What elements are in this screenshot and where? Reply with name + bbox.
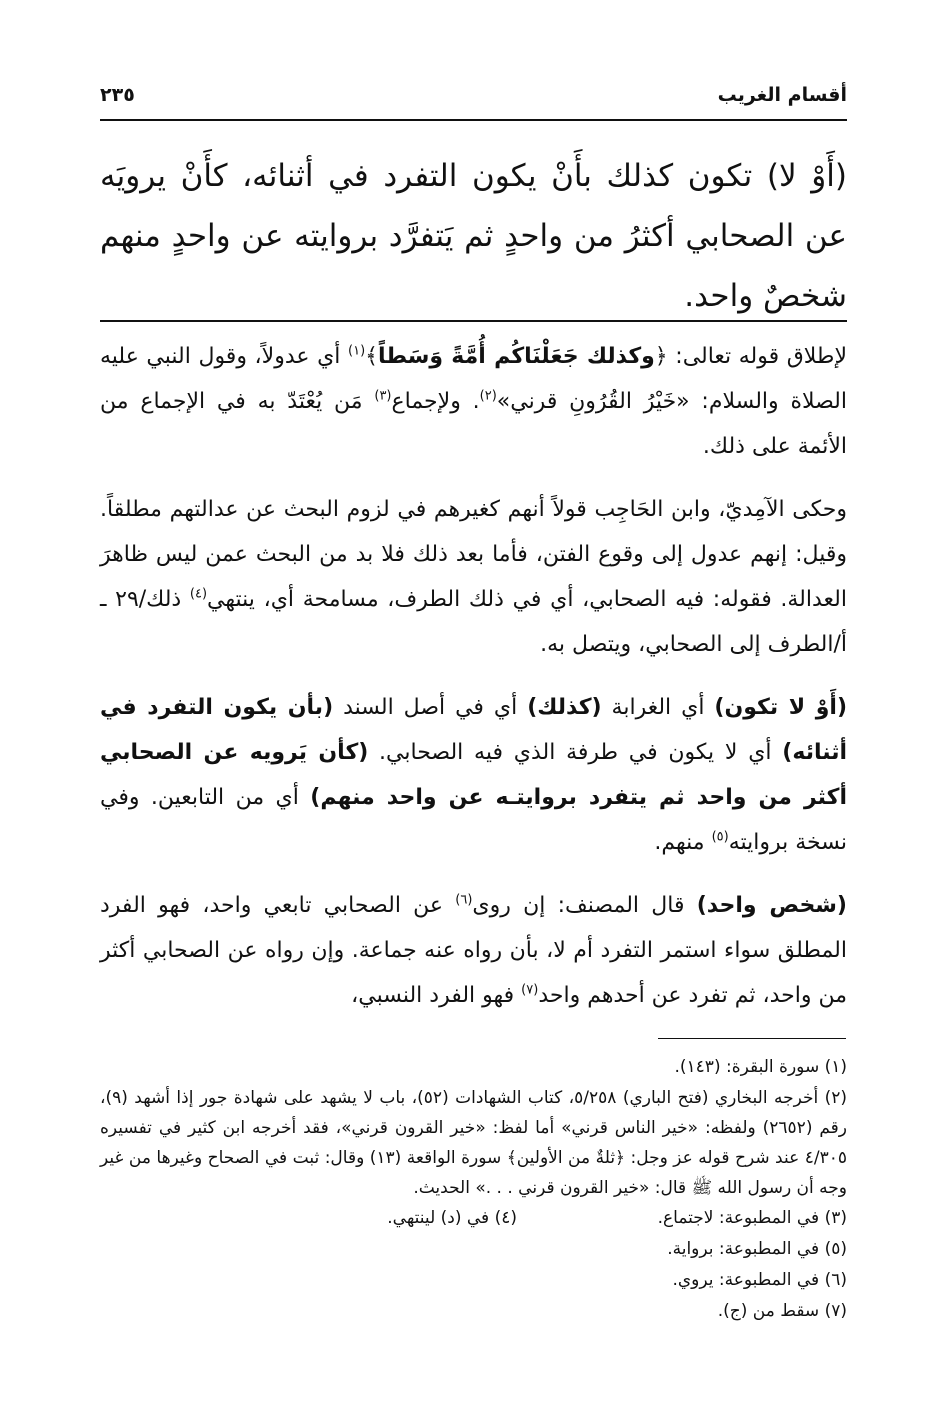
footnote-2: (٢) أخرجه البخاري (فتح الباري) ٥/٢٥٨، كتاب الشهادات (٥٢)، باب لا يشهد على شهادة جور إذا أشهد (٩)، رقم (٢٦٥٢) ولفظه: «خير الناس قرني» أما لفظ: «خير القرون قرني»، فقد أخرجه ابن كثير في تفسيره ٤/٣٠٥ عند شرح قوله عز وجل: ﴿ثلةٌ من الأولين﴾ سورة الواقعة (١٣) وقال: ثبت في الصحاح وغيرها من غير وجه أن رسول الله ﷺ قال: «خير القرون قرني . . .» الحديث. [100,1088,848,1198]
footnote-ref: (٦) [455,892,473,908]
text-run: وحكى الآمِديّ، وابن الحَاجِب قولاً أنهم كغيرهم في لزوم البحث عن عدالتهم مطلقاً. وقيل: إنهم عدول إلى وقوع الفتن، فأما بعد ذلك فلا بد من البحث عمن ليس ظاهرَ العدالة. فقوله: فيه الصحابي، أي في ذلك الطرف، مسامحة أي، ينتهي [100,497,847,612]
footnotes [100,1052,847,1327]
quran-quote: وكذلك جَعَلْنَاكُم أُمَّةً وَسَطاً [378,344,655,369]
footnote-6: (٦) في المطبوعة: يروي. [672,1270,847,1290]
text-run: أي الغرابة [601,695,715,720]
commentary [100,334,847,1036]
footnote-separator [658,1038,846,1039]
quoted-matn: (شخص واحد) [696,893,847,918]
quoted-matn: (كأن يَرويه عن الصحابي أكثر من واحد ثم يتفرد بروايتـه عن واحد منهم) [100,740,847,810]
footnote-7: (٧) سقط من (ج). [717,1301,847,1321]
text-run: فهو الفرد النسبي، [351,983,522,1008]
text-run: ﴾ [365,344,379,369]
footnote-4: (٤) في (د) لينتهي. [387,1208,517,1228]
footnote-row [100,1203,847,1234]
text-run: أي لا يكون في طرفة الذي فيه الصحابي. [368,740,783,765]
text-run: أي عدولاً، وقول النبي عليه الصلاة والسلام: «خَيْرُ القُرُونِ قرني» [100,344,848,414]
quoted-matn: (كذلك) [527,695,602,720]
footnote-ref: (٢) [479,388,497,404]
main-text-body: (أَوْ لا) تكون كذلك بأَنْ يكون التفرد في أثنائه، كأَنْ يرويَه عن الصحابي أكثرُ من واحدٍ ثم يَتفرَّد بروايته عن واحدٍ منهم شخصٌ واحد. [100,158,847,314]
footnote-ref: (٥) [711,829,729,845]
footnote-3: (٣) في المطبوعة: لاجتماع. [657,1208,847,1228]
main-text [100,146,847,326]
commentary-paragraph [100,883,847,1018]
text-run: . ولإجماع [391,389,480,414]
text-run: قال المصنف: إن روى [472,893,697,918]
text-run: منهم. [654,830,712,855]
page-header [100,80,847,120]
text-run: ذلك/٢٩ ـ أ/الطرف إلى الصحابي، ويتصل به. [100,587,847,657]
text-run: لإطلاق قوله تعالى: ﴿ [654,344,847,369]
footnote-1: (١) سورة البقرة: (١٤٣). [674,1057,847,1077]
running-title: أقسام الغريب [717,84,847,106]
footnote-5: (٥) في المطبوعة: برواية. [667,1239,847,1259]
text-run: أي في أصل السند [333,695,528,720]
quoted-matn: (بأن يكون التفرد في أثنائه) [100,695,847,765]
footnote-ref: (٣) [374,388,392,404]
text-run: أي من التابعين. وفي نسخة بروايته [100,785,847,855]
header-rule [100,119,847,121]
footnote-ref: (٧) [521,982,539,998]
commentary-paragraph [100,334,847,469]
footnote-ref: (٤) [189,586,208,602]
main-text-rule [100,320,847,322]
page-number: ٢٣٥ [100,84,135,106]
commentary-paragraph [100,685,847,865]
commentary-paragraph [100,487,847,667]
footnote-ref: (١) [348,343,366,359]
text-run: عن الصحابي تابعي واحد، فهو الفرد المطلق سواء استمر التفرد أم لا، بأن رواه عنه جماعة. وإن رواه عن الصحابي أكثر من واحد، ثم تفرد عن أحدهم واحد [100,893,847,1008]
quoted-matn: (أَوْ لا تكون) [714,695,847,720]
text-run: مَن يُعْتَدّ به في الإجماع من الأئمة على ذلك. [100,389,847,459]
